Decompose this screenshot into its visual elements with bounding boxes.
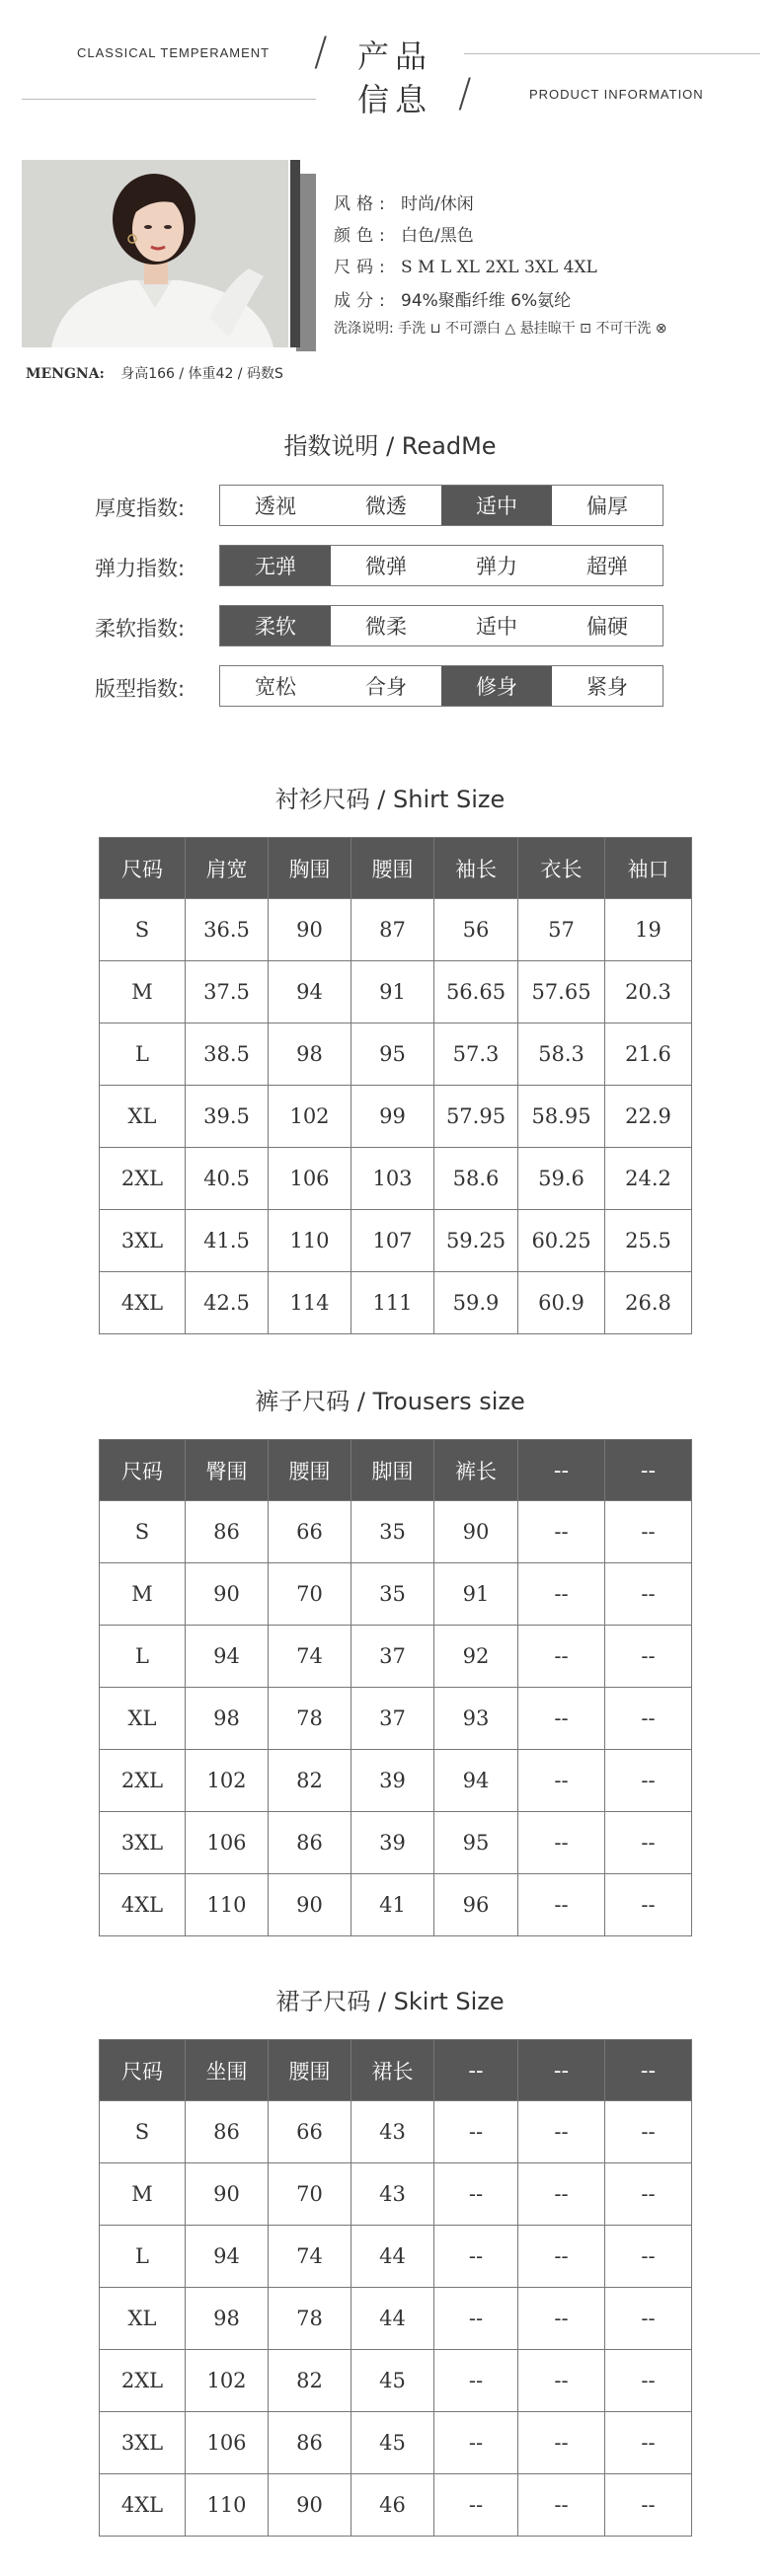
table-cell: 90 [269,1874,351,1936]
table-cell: 94 [186,2226,269,2288]
table-cell: 66 [269,1501,351,1563]
table-cell: 3XL [100,1812,186,1874]
table-cell: 36.5 [186,899,269,961]
table-cell: 4XL [100,1874,186,1936]
table-row [100,961,692,1023]
table-header-cell: -- [605,2040,692,2101]
table-cell: 20.3 [605,961,692,1023]
table-cell: 57.65 [518,961,605,1023]
table-header-cell: -- [518,2040,605,2101]
table-cell: 86 [186,2101,269,2163]
table-header-cell: -- [518,1440,605,1501]
table-cell: 90 [186,2163,269,2226]
table-header-cell: 衣长 [518,838,605,899]
readme-option-selected: 适中 [441,486,552,525]
readme-option: 弹力 [476,555,517,578]
model-brand: MENGNA: [26,366,105,382]
slash-decoration: / [458,71,472,116]
table-cell: M [100,2163,186,2226]
table-cell: 59.25 [434,1210,518,1272]
table-cell: 98 [186,2288,269,2350]
table-header-cell: 脚围 [351,1440,434,1501]
table-cell: M [100,1563,186,1626]
readme-row-label: 版型指数: [95,677,186,701]
table-cell: 44 [351,2226,434,2288]
wash-instructions [334,318,667,338]
table-header-cell: 腰围 [351,838,434,899]
table-cell: 106 [186,2412,269,2474]
info-row-color: 颜色: 白色/黑色 [334,226,474,246]
table-cell: 114 [269,1272,351,1334]
table-cell: 57 [518,899,605,961]
table-cell: 45 [351,2350,434,2412]
table-cell: 2XL [100,2350,186,2412]
table-cell: 3XL [100,2412,186,2474]
size-table [99,1439,692,1936]
table-cell: S [100,2101,186,2163]
table-cell: 102 [269,1086,351,1148]
readme-option: 微透 [365,494,407,518]
table-cell: 82 [269,2350,351,2412]
table-cell: -- [518,1874,605,1936]
table-cell: 59.6 [518,1148,605,1210]
table-row [100,2226,692,2288]
table-cell: 70 [269,2163,351,2226]
table-cell: 103 [351,1148,434,1210]
table-cell: -- [605,1688,692,1750]
readme-option-selected: 修身 [441,666,552,706]
table-cell: -- [518,2226,605,2288]
no-bleach-icon: △ [505,321,516,337]
table-cell: 87 [351,899,434,961]
table-header-cell: 胸围 [269,838,351,899]
table-cell: 92 [434,1626,518,1688]
table-row [100,2288,692,2350]
table-cell: 70 [269,1563,351,1626]
wash-item: 手洗 [398,321,427,337]
table-cell: -- [434,2350,518,2412]
table-row [100,2163,692,2226]
table-row [100,2412,692,2474]
wash-item: 悬挂晾干 [519,321,576,337]
readme-option: 紧身 [586,675,628,699]
table-cell: -- [434,2474,518,2537]
readme-option: 宽松 [255,675,296,699]
table-header-row [100,838,692,899]
table-row [100,1272,692,1334]
table-cell: -- [518,1501,605,1563]
table-cell: 22.9 [605,1086,692,1148]
wash-item: 不可干洗 [595,321,652,337]
table-cell: -- [518,2163,605,2226]
table-header-cell: 坐围 [186,2040,269,2101]
table-cell: 39 [351,1812,434,1874]
table-cell: -- [518,1812,605,1874]
table-cell: 94 [269,961,351,1023]
size-table-title: 衬衫尺码 / Shirt Size [274,786,506,813]
table-cell: 78 [269,2288,351,2350]
table-row [100,2101,692,2163]
table-cell: 102 [186,2350,269,2412]
size-table [99,2039,692,2537]
table-cell: 41.5 [186,1210,269,1272]
readme-option-selected: 无弹 [220,546,331,585]
table-cell: -- [518,1563,605,1626]
table-cell: -- [605,2412,692,2474]
readme-title: 指数说明 / ReadMe [283,432,497,460]
readme-option: 微弹 [365,555,407,578]
header-right-text: PRODUCT INFORMATION [529,87,704,102]
table-cell: 106 [186,1812,269,1874]
table-row [100,1210,692,1272]
table-cell: -- [518,1626,605,1688]
table-header-cell: 腰围 [269,2040,351,2101]
table-cell: -- [518,2350,605,2412]
table-cell: -- [605,1812,692,1874]
readme-option-selected: 柔软 [220,606,331,645]
table-cell: 41 [351,1874,434,1936]
table-cell: 19 [605,899,692,961]
table-cell: -- [605,1750,692,1812]
table-header-cell: 裙长 [351,2040,434,2101]
table-cell: 26.8 [605,1272,692,1334]
table-cell: L [100,2226,186,2288]
model-photo [22,160,288,347]
table-cell: XL [100,1688,186,1750]
table-cell: -- [434,2101,518,2163]
table-cell: -- [518,2474,605,2537]
table-cell: 66 [269,2101,351,2163]
table-row [100,1812,692,1874]
table-cell: 94 [434,1750,518,1812]
model-info [26,363,283,383]
table-cell: 74 [269,1626,351,1688]
table-cell: 37 [351,1688,434,1750]
table-cell: M [100,961,186,1023]
table-cell: 58.95 [518,1086,605,1148]
table-cell: 82 [269,1750,351,1812]
table-cell: 39 [351,1750,434,1812]
table-cell: 110 [186,1874,269,1936]
readme-option: 超弹 [586,555,628,578]
table-cell: -- [518,1750,605,1812]
table-cell: 43 [351,2101,434,2163]
table-cell: 90 [434,1501,518,1563]
table-cell: 3XL [100,1210,186,1272]
model-stats: 身高166 / 体重42 / 码数S [120,366,283,382]
table-header-cell: 袖口 [605,838,692,899]
table-row [100,2350,692,2412]
table-cell: 110 [186,2474,269,2537]
table-cell: -- [518,1688,605,1750]
table-cell: L [100,1626,186,1688]
table-cell: 58.6 [434,1148,518,1210]
table-cell: 57.95 [434,1086,518,1148]
table-cell: 60.25 [518,1210,605,1272]
table-header-cell: -- [434,2040,518,2101]
table-cell: -- [434,2412,518,2474]
readme-scale [219,545,663,586]
table-cell: XL [100,1086,186,1148]
table-cell: 21.6 [605,1023,692,1086]
header-left-text: CLASSICAL TEMPERAMENT [77,45,271,60]
table-row [100,1086,692,1148]
table-cell: 57.3 [434,1023,518,1086]
table-cell: 74 [269,2226,351,2288]
table-cell: 91 [351,961,434,1023]
no-dry-clean-icon: ⊗ [655,321,667,337]
header-title-line2: 信息 [357,81,433,118]
table-cell: L [100,1023,186,1086]
table-header-cell: 尺码 [100,838,186,899]
wash-item: 不可漂白 [445,321,502,337]
table-cell: 4XL [100,1272,186,1334]
readme-option: 合身 [365,675,407,699]
table-cell: 56 [434,899,518,961]
table-cell: -- [434,2226,518,2288]
table-cell: -- [605,2288,692,2350]
table-cell: 45 [351,2412,434,2474]
hang-dry-icon: ⊡ [580,321,591,337]
slash-decoration: / [314,30,328,75]
table-cell: 99 [351,1086,434,1148]
table-cell: 2XL [100,1148,186,1210]
info-row-style: 风格: 时尚/休闲 [334,194,474,214]
table-cell: 91 [434,1563,518,1626]
table-cell: 43 [351,2163,434,2226]
readme-option: 偏厚 [586,494,628,518]
table-row [100,1750,692,1812]
table-cell: 78 [269,1688,351,1750]
table-cell: -- [518,2412,605,2474]
table-header-cell: 腰围 [269,1440,351,1501]
table-cell: 37.5 [186,961,269,1023]
table-row [100,1688,692,1750]
table-row [100,1148,692,1210]
table-cell: 95 [351,1023,434,1086]
table-header-cell: 袖长 [434,838,518,899]
table-cell: -- [605,1563,692,1626]
table-cell: 35 [351,1563,434,1626]
size-table-title: 裙子尺码 / Skirt Size [275,1988,505,2015]
table-cell: XL [100,2288,186,2350]
table-cell: S [100,899,186,961]
info-row-sizes: 尺码: S M L XL 2XL 3XL 4XL [334,258,597,277]
table-cell: 58.3 [518,1023,605,1086]
table-row [100,1563,692,1626]
table-cell: 42.5 [186,1272,269,1334]
table-cell: -- [605,2101,692,2163]
table-cell: 37 [351,1626,434,1688]
table-cell: -- [605,1874,692,1936]
table-row [100,2474,692,2537]
header-divider-right [464,53,760,54]
table-row [100,1626,692,1688]
table-cell: 98 [186,1688,269,1750]
table-cell: -- [605,1626,692,1688]
readme-row-label: 柔软指数: [95,617,186,641]
table-cell: S [100,1501,186,1563]
table-header-row [100,1440,692,1501]
model-illustration [22,160,288,347]
table-cell: 40.5 [186,1148,269,1210]
table-cell: -- [434,2288,518,2350]
table-row [100,1023,692,1086]
table-header-cell: 肩宽 [186,838,269,899]
readme-option: 透视 [255,494,296,518]
table-cell: 2XL [100,1750,186,1812]
table-cell: 4XL [100,2474,186,2537]
table-cell: 44 [351,2288,434,2350]
table-cell: -- [605,2474,692,2537]
table-cell: 106 [269,1148,351,1210]
table-header-cell: 尺码 [100,2040,186,2101]
readme-row-label: 弹力指数: [95,557,186,580]
table-cell: -- [518,2288,605,2350]
table-cell: 90 [269,2474,351,2537]
hand-wash-icon: ⊔ [429,321,441,337]
table-cell: 96 [434,1874,518,1936]
readme-scale [219,665,663,707]
table-cell: 60.9 [518,1272,605,1334]
table-cell: 95 [434,1812,518,1874]
size-table [99,837,692,1334]
size-table-title: 裤子尺码 / Trousers size [255,1388,525,1415]
table-cell: 107 [351,1210,434,1272]
table-header-cell: 臀围 [186,1440,269,1501]
table-header-cell: 裤长 [434,1440,518,1501]
table-cell: 35 [351,1501,434,1563]
table-cell: -- [518,2101,605,2163]
table-cell: 39.5 [186,1086,269,1148]
info-row-material: 成分: 94%聚酯纤维 6%氨纶 [334,291,572,311]
table-cell: -- [434,2163,518,2226]
table-cell: 24.2 [605,1148,692,1210]
readme-scale [219,605,663,646]
table-cell: 111 [351,1272,434,1334]
table-cell: 86 [269,2412,351,2474]
photo-accent-bar [290,160,300,347]
readme-option: 适中 [476,615,517,639]
table-header-row [100,2040,692,2101]
table-cell: 86 [186,1501,269,1563]
header-divider-left [22,99,316,100]
table-cell: 102 [186,1750,269,1812]
readme-row-label: 厚度指数: [95,496,186,520]
table-cell: 25.5 [605,1210,692,1272]
table-cell: 90 [186,1563,269,1626]
table-cell: 46 [351,2474,434,2537]
header-title-line1: 产品 [357,38,433,75]
table-header-cell: 尺码 [100,1440,186,1501]
readme-option: 微柔 [365,615,407,639]
table-cell: -- [605,1501,692,1563]
table-cell: 59.9 [434,1272,518,1334]
readme-scale [219,485,663,526]
table-cell: 110 [269,1210,351,1272]
table-cell: -- [605,2163,692,2226]
table-cell: 98 [269,1023,351,1086]
wash-label: 洗涤说明: [334,321,394,337]
table-cell: 38.5 [186,1023,269,1086]
table-cell: -- [605,2350,692,2412]
table-cell: 90 [269,899,351,961]
table-cell: 86 [269,1812,351,1874]
table-header-cell: -- [605,1440,692,1501]
readme-option: 偏硬 [586,615,628,639]
table-cell: -- [605,2226,692,2288]
table-row [100,1501,692,1563]
table-row [100,1874,692,1936]
table-cell: 93 [434,1688,518,1750]
table-cell: 56.65 [434,961,518,1023]
table-row [100,899,692,961]
table-cell: 94 [186,1626,269,1688]
